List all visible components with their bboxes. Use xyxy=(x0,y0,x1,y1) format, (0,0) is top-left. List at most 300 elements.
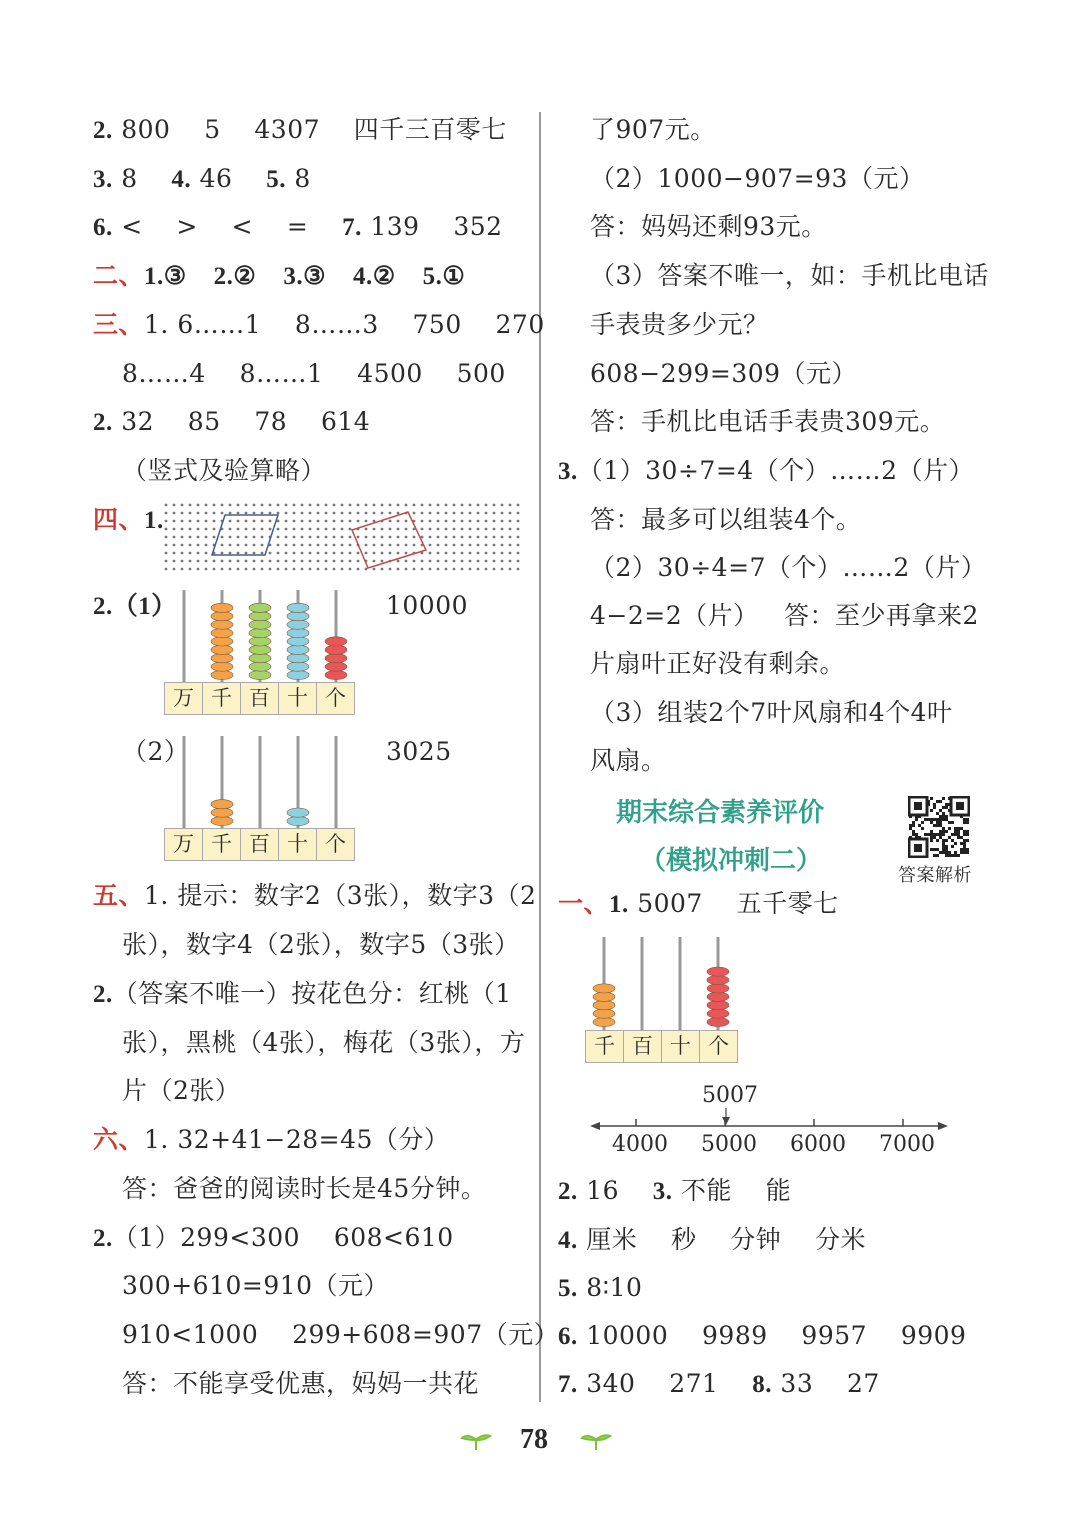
grid-dot xyxy=(429,552,432,555)
grid-dot xyxy=(461,520,464,523)
grid-dot xyxy=(397,552,400,555)
grid-dot xyxy=(229,528,232,531)
grid-dot xyxy=(261,568,264,571)
grid-dot xyxy=(453,544,456,547)
answer-line: 六、1. 32+41−28=45（分） xyxy=(93,1125,450,1154)
qr-code-icon[interactable] xyxy=(908,796,970,858)
grid-dot xyxy=(261,504,264,507)
grid-dot xyxy=(317,504,320,507)
grid-dot xyxy=(189,520,192,523)
grid-dot xyxy=(381,528,384,531)
answer-line: 一、1. 5007 五千零七 xyxy=(558,889,839,918)
sprout-icon xyxy=(580,1430,612,1452)
grid-dot xyxy=(285,520,288,523)
abacus-10000 xyxy=(164,588,359,683)
abacus-bead xyxy=(287,662,309,671)
grid-dot xyxy=(421,528,424,531)
grid-dot xyxy=(317,552,320,555)
grid-dot xyxy=(469,504,472,507)
answer-line: 二、1.③ 2.② 3.③ 4.② 5.① xyxy=(93,261,466,290)
grid-dot xyxy=(493,528,496,531)
grid-dot xyxy=(221,544,224,547)
answer-line: 2. 800 5 4307 四千三百零七 xyxy=(93,115,507,144)
grid-dot xyxy=(325,568,328,571)
grid-dot xyxy=(301,536,304,539)
grid-dot xyxy=(237,512,240,515)
grid-dot xyxy=(189,504,192,507)
grid-dot xyxy=(293,560,296,563)
grid-dot xyxy=(333,512,336,515)
abacus-bead xyxy=(211,620,233,629)
abacus-bead xyxy=(287,620,309,629)
grid-dot xyxy=(229,520,232,523)
grid-dot xyxy=(349,520,352,523)
grid-dot xyxy=(365,512,368,515)
grid-dot xyxy=(437,504,440,507)
answer-line: 8……4 8……1 4500 500 xyxy=(122,359,506,388)
grid-dot xyxy=(421,512,424,515)
grid-dot xyxy=(469,528,472,531)
grid-dot xyxy=(277,528,280,531)
abacus-bead xyxy=(707,967,729,976)
grid-dot xyxy=(317,520,320,523)
grid-dot xyxy=(397,520,400,523)
grid-dot xyxy=(333,536,336,539)
grid-dot xyxy=(333,520,336,523)
grid-dot xyxy=(197,528,200,531)
grid-dot xyxy=(389,504,392,507)
grid-dot xyxy=(285,560,288,563)
abacus-bead xyxy=(325,670,347,679)
grid-dot xyxy=(469,544,472,547)
answer-line: 3.（1）30÷7=4（个）……2（片） xyxy=(558,456,975,485)
grid-dot xyxy=(517,560,520,563)
grid-dot xyxy=(261,560,264,563)
abacus-bead xyxy=(249,637,271,646)
grid-dot xyxy=(261,520,264,523)
grid-dot xyxy=(429,520,432,523)
grid-dot xyxy=(205,544,208,547)
abacus-bead xyxy=(287,670,309,679)
grid-dot xyxy=(213,520,216,523)
abacus-bead xyxy=(211,800,233,809)
abacus-bead xyxy=(249,620,271,629)
grid-dot xyxy=(317,512,320,515)
grid-dot xyxy=(173,560,176,563)
grid-dot xyxy=(477,536,480,539)
grid-dot xyxy=(477,568,480,571)
grid-dot xyxy=(285,544,288,547)
grid-dot xyxy=(205,512,208,515)
grid-dot xyxy=(213,528,216,531)
grid-dot xyxy=(421,520,424,523)
grid-dot xyxy=(373,544,376,547)
grid-dot xyxy=(165,504,168,507)
grid-dot xyxy=(437,512,440,515)
grid-dot xyxy=(453,504,456,507)
grid-dot xyxy=(405,552,408,555)
grid-dot xyxy=(429,560,432,563)
grid-dot xyxy=(429,568,432,571)
grid-dot xyxy=(365,528,368,531)
abacus-bead xyxy=(707,992,729,1001)
grid-dot xyxy=(389,512,392,515)
grid-dot xyxy=(285,504,288,507)
grid-dot xyxy=(469,560,472,563)
grid-dot xyxy=(341,512,344,515)
grid-dot xyxy=(293,504,296,507)
grid-dot xyxy=(357,520,360,523)
grid-dot xyxy=(245,544,248,547)
grid-dot xyxy=(477,528,480,531)
answer-line: 6. 10000 9989 9957 9909 xyxy=(558,1321,967,1350)
section-subtitle: （模拟冲刺二） xyxy=(640,846,823,876)
grid-dot xyxy=(445,560,448,563)
grid-dot xyxy=(309,552,312,555)
grid-dot xyxy=(309,560,312,563)
grid-dot xyxy=(301,560,304,563)
grid-dot xyxy=(413,512,416,515)
grid-dot xyxy=(237,544,240,547)
grid-dot xyxy=(485,544,488,547)
grid-dot xyxy=(509,536,512,539)
grid-dot xyxy=(277,536,280,539)
grid-dot xyxy=(485,520,488,523)
abacus-bead xyxy=(287,654,309,663)
abacus-bead xyxy=(211,645,233,654)
grid-dot xyxy=(461,528,464,531)
grid-dot xyxy=(501,552,504,555)
grid-dot xyxy=(341,560,344,563)
grid-dot xyxy=(517,536,520,539)
grid-dot xyxy=(341,504,344,507)
grid-dot xyxy=(181,512,184,515)
grid-dot xyxy=(309,568,312,571)
grid-dot xyxy=(349,568,352,571)
grid-dot xyxy=(237,528,240,531)
grid-dot xyxy=(373,552,376,555)
grid-dot xyxy=(477,544,480,547)
grid-dot xyxy=(333,552,336,555)
abacus-bead xyxy=(287,603,309,612)
answer-line: 4−2=2（片） 答：至少再拿来2 xyxy=(590,601,979,630)
grid-dot xyxy=(389,544,392,547)
answer-line: 答：手机比电话手表贵309元。 xyxy=(590,407,946,436)
grid-dot xyxy=(461,536,464,539)
grid-dot xyxy=(501,568,504,571)
grid-dot xyxy=(437,520,440,523)
grid-dot xyxy=(197,536,200,539)
abacus-bead xyxy=(211,816,233,825)
abacus-value: 3025 xyxy=(386,737,452,766)
grid-dot xyxy=(509,568,512,571)
grid-dot xyxy=(493,568,496,571)
grid-dot xyxy=(493,512,496,515)
grid-dot xyxy=(405,528,408,531)
grid-dot xyxy=(493,544,496,547)
answer-line: 答：爸爸的阅读时长是45分钟。 xyxy=(122,1174,487,1203)
grid-dot xyxy=(181,528,184,531)
grid-dot xyxy=(445,536,448,539)
grid-dot xyxy=(509,504,512,507)
number-line-marker: 5007 xyxy=(702,1083,758,1108)
grid-dot xyxy=(453,512,456,515)
column-divider xyxy=(539,112,541,1402)
grid-dot xyxy=(517,512,520,515)
grid-dot xyxy=(493,520,496,523)
grid-dot xyxy=(381,552,384,555)
grid-dot xyxy=(453,552,456,555)
grid-dot xyxy=(277,552,280,555)
grid-dot xyxy=(429,536,432,539)
answer-line: 五、1. 提示：数字2（3张），数字3（2 xyxy=(93,881,537,910)
grid-dot xyxy=(501,528,504,531)
answer-line: 2.（1）299<300 608<610 xyxy=(93,1223,454,1252)
answer-line: 3. 8 4. 46 5. 8 xyxy=(93,164,311,193)
grid-dot xyxy=(477,552,480,555)
abacus-bead xyxy=(287,628,309,637)
grid-dot xyxy=(357,560,360,563)
abacus-bead xyxy=(707,1009,729,1018)
answer-line: 2. 16 3. 不能 能 xyxy=(558,1176,792,1205)
grid-dot xyxy=(221,568,224,571)
grid-dot xyxy=(469,520,472,523)
grid-dot xyxy=(173,568,176,571)
grid-dot xyxy=(269,520,272,523)
grid-dot xyxy=(181,560,184,563)
grid-dot xyxy=(253,552,256,555)
answer-line: 风扇。 xyxy=(590,746,667,775)
grid-dot xyxy=(461,544,464,547)
abacus-bead xyxy=(211,670,233,679)
grid-dot xyxy=(333,568,336,571)
grid-dot xyxy=(501,512,504,515)
grid-dot xyxy=(469,512,472,515)
answer-line: 4. 厘米 秒 分钟 分米 xyxy=(558,1225,867,1254)
answer-line: （竖式及验算略） xyxy=(122,456,327,485)
grid-dot xyxy=(349,560,352,563)
grid-dot xyxy=(485,536,488,539)
grid-dot xyxy=(205,536,208,539)
grid-dot xyxy=(325,552,328,555)
grid-dot xyxy=(365,504,368,507)
answer-line: 四、1. xyxy=(93,505,164,534)
grid-dot xyxy=(461,552,464,555)
grid-dot xyxy=(365,536,368,539)
grid-dot xyxy=(197,504,200,507)
abacus-bead xyxy=(211,654,233,663)
answer-line: 910<1000 299+608=907（元） xyxy=(122,1320,560,1349)
grid-dot xyxy=(253,520,256,523)
grid-dot xyxy=(325,512,328,515)
abacus-labels: 千 百 十 个 xyxy=(585,1030,738,1063)
grid-dot xyxy=(501,504,504,507)
grid-dot xyxy=(189,528,192,531)
grid-dot xyxy=(197,520,200,523)
grid-dot xyxy=(309,536,312,539)
grid-dot xyxy=(205,528,208,531)
grid-dot xyxy=(373,528,376,531)
grid-dot xyxy=(229,552,232,555)
abacus-prefix: 2.（1） xyxy=(93,593,177,620)
grid-dot xyxy=(213,560,216,563)
grid-dot xyxy=(173,512,176,515)
grid-dot xyxy=(205,520,208,523)
grid-dot xyxy=(405,504,408,507)
grid-dot xyxy=(437,560,440,563)
grid-dot xyxy=(237,504,240,507)
abacus-bead xyxy=(325,662,347,671)
grid-dot xyxy=(405,560,408,563)
grid-dot xyxy=(373,560,376,563)
grid-dot xyxy=(221,560,224,563)
grid-dot xyxy=(221,512,224,515)
number-line-tick: 7000 xyxy=(879,1132,935,1157)
grid-dot xyxy=(461,568,464,571)
grid-dot xyxy=(453,528,456,531)
grid-dot xyxy=(365,568,368,571)
grid-dot xyxy=(205,568,208,571)
grid-dot xyxy=(229,568,232,571)
grid-dot xyxy=(309,528,312,531)
grid-dot xyxy=(405,520,408,523)
grid-dot xyxy=(285,536,288,539)
grid-dot xyxy=(293,544,296,547)
grid-dot xyxy=(261,512,264,515)
grid-dot xyxy=(517,528,520,531)
grid-dot xyxy=(293,552,296,555)
grid-dot xyxy=(389,520,392,523)
grid-dot xyxy=(445,528,448,531)
grid-dot xyxy=(245,528,248,531)
grid-dot xyxy=(237,536,240,539)
grid-dot xyxy=(421,504,424,507)
grid-dot xyxy=(397,512,400,515)
grid-dot xyxy=(389,568,392,571)
abacus-bead xyxy=(287,637,309,646)
grid-dot xyxy=(309,512,312,515)
grid-dot xyxy=(501,544,504,547)
grid-dot xyxy=(309,544,312,547)
abacus-bead xyxy=(249,612,271,621)
grid-dot xyxy=(389,552,392,555)
grid-dot xyxy=(453,520,456,523)
grid-dot xyxy=(333,504,336,507)
grid-dot xyxy=(181,544,184,547)
grid-dot xyxy=(221,552,224,555)
grid-dot xyxy=(517,552,520,555)
grid-dot xyxy=(165,520,168,523)
grid-dot xyxy=(445,504,448,507)
grid-dot xyxy=(317,560,320,563)
grid-dot xyxy=(165,560,168,563)
grid-dot xyxy=(493,552,496,555)
answer-line: 答：不能享受优惠，妈妈一共花 xyxy=(122,1369,480,1398)
grid-dot xyxy=(421,568,424,571)
grid-dot xyxy=(445,568,448,571)
grid-dot xyxy=(469,536,472,539)
grid-dot xyxy=(349,536,352,539)
grid-dot xyxy=(373,568,376,571)
grid-dot xyxy=(397,504,400,507)
grid-dot xyxy=(229,544,232,547)
grid-dot xyxy=(261,544,264,547)
abacus-labels: 万 千 百 十 个 xyxy=(164,828,355,861)
grid-dot xyxy=(477,512,480,515)
abacus-5007 xyxy=(585,935,740,1030)
grid-dot xyxy=(453,568,456,571)
grid-dot xyxy=(509,520,512,523)
grid-dot xyxy=(405,568,408,571)
grid-dot xyxy=(485,528,488,531)
grid-dot xyxy=(301,520,304,523)
grid-dot xyxy=(189,536,192,539)
grid-dot xyxy=(277,512,280,515)
answer-line: 2. 32 85 78 614 xyxy=(93,407,371,436)
number-line-tick: 5000 xyxy=(701,1132,757,1157)
abacus-bead xyxy=(211,662,233,671)
grid-dot xyxy=(173,528,176,531)
grid-dot xyxy=(477,504,480,507)
grid-dot xyxy=(485,552,488,555)
answer-line: 三、1. 6……1 8……3 750 270 xyxy=(93,310,545,339)
grid-dot xyxy=(341,544,344,547)
grid-dot xyxy=(301,512,304,515)
grid-dot xyxy=(285,512,288,515)
grid-dot xyxy=(205,552,208,555)
grid-dot xyxy=(165,528,168,531)
abacus-bead xyxy=(707,1001,729,1010)
abacus-bead xyxy=(287,612,309,621)
grid-dot xyxy=(349,504,352,507)
grid-dot xyxy=(181,552,184,555)
grid-dot xyxy=(509,544,512,547)
grid-dot xyxy=(437,536,440,539)
grid-dot xyxy=(301,544,304,547)
grid-dot xyxy=(413,536,416,539)
grid-dot xyxy=(517,504,520,507)
grid-dot xyxy=(189,568,192,571)
grid-dot xyxy=(333,560,336,563)
grid-dot xyxy=(509,552,512,555)
grid-dot xyxy=(405,544,408,547)
grid-dot xyxy=(269,568,272,571)
qr-caption: 答案解析 xyxy=(898,865,972,886)
grid-dot xyxy=(301,568,304,571)
grid-dot xyxy=(173,520,176,523)
grid-dot xyxy=(469,552,472,555)
grid-dot xyxy=(501,560,504,563)
number-line-tick: 4000 xyxy=(612,1132,668,1157)
grid-dot xyxy=(325,536,328,539)
grid-dot xyxy=(229,504,232,507)
abacus-bead xyxy=(249,662,271,671)
grid-dot xyxy=(365,544,368,547)
grid-dot xyxy=(285,568,288,571)
grid-dot xyxy=(397,560,400,563)
grid-dot xyxy=(213,512,216,515)
abacus-bead xyxy=(707,1017,729,1026)
grid-dot xyxy=(197,552,200,555)
abacus-bead xyxy=(249,645,271,654)
answer-line: 答：妈妈还剩93元。 xyxy=(590,212,827,241)
grid-dot xyxy=(381,568,384,571)
grid-dot xyxy=(477,560,480,563)
grid-dot xyxy=(365,552,368,555)
grid-dot xyxy=(397,568,400,571)
grid-dot xyxy=(429,512,432,515)
grid-dot xyxy=(341,536,344,539)
